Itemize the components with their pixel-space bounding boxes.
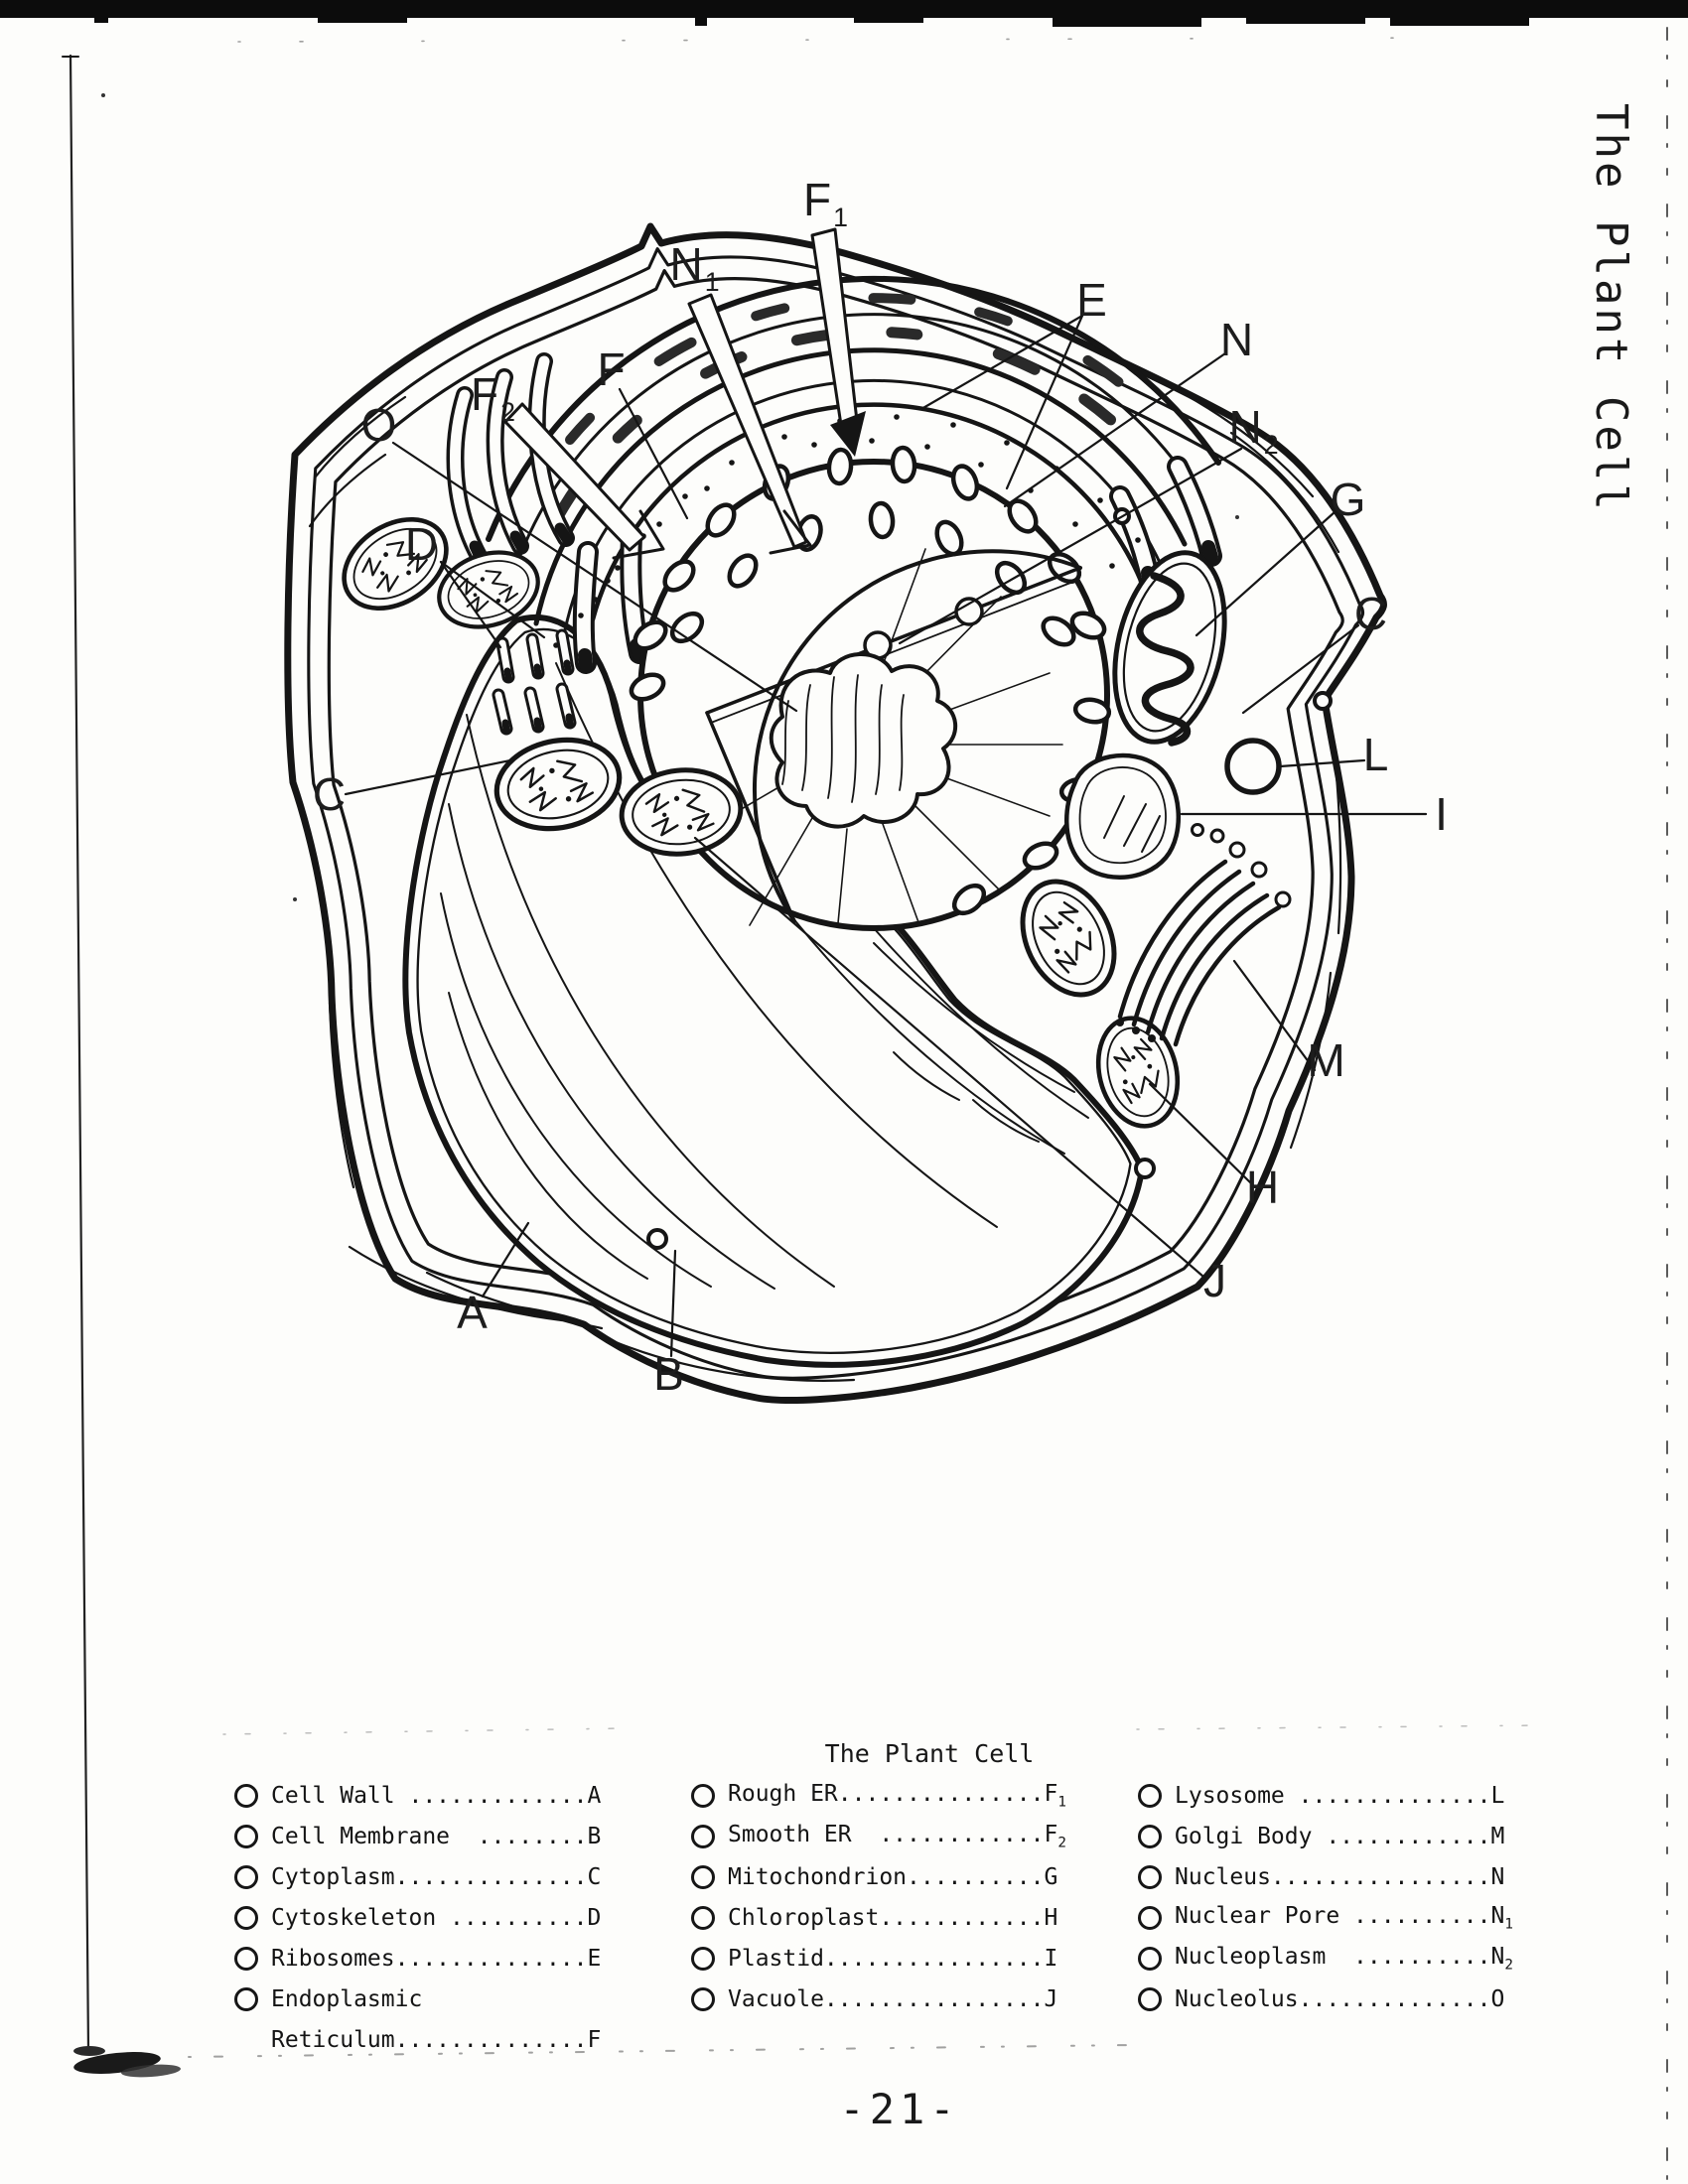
answer-circle-icon[interactable]: [1138, 1906, 1162, 1930]
label-d: D: [404, 518, 440, 570]
answer-circle-icon[interactable]: [1138, 1865, 1162, 1889]
label-o: O: [360, 399, 398, 451]
answer-circle-icon[interactable]: [234, 1865, 258, 1889]
label-n2: $N_2$: [1228, 400, 1280, 460]
answer-circle-icon[interactable]: [1138, 1987, 1162, 2011]
legend-item-nucleoplasm: Nucleoplasm $..........N_2$: [1138, 1938, 1513, 1979]
label-m: M: [1307, 1034, 1346, 1086]
answer-circle-icon[interactable]: [234, 1906, 258, 1930]
answer-circle-icon[interactable]: [691, 1784, 715, 1808]
mitochondrion: [1098, 542, 1242, 752]
page-side-title: The Plant Cell: [1586, 103, 1636, 513]
legend-item-cytoskeleton: Cytoskeleton ..........D: [234, 1897, 601, 1938]
legend-title: The Plant Cell: [824, 1739, 1035, 1768]
legend-column-2: [691, 1775, 1066, 2019]
label-l: L: [1362, 729, 1390, 780]
legend-item-endoplasmic-reticulum: Endoplasmic: [234, 1979, 601, 2019]
legend-item-cell-membrane: Cell Membrane ........B: [234, 1816, 601, 1856]
answer-circle-icon[interactable]: [691, 1865, 715, 1889]
legend-item-cytoplasm: Cytoplasm..............C: [234, 1856, 601, 1897]
label-f1: $F_1$: [803, 173, 849, 232]
label-n: N: [1219, 314, 1255, 365]
legend-item-lysosome: Lysosome ..............L: [1138, 1775, 1513, 1816]
legend-column-1: [234, 1775, 601, 2060]
answer-circle-icon[interactable]: [691, 1947, 715, 1971]
label-a: A: [457, 1287, 489, 1338]
label-e: E: [1076, 274, 1108, 326]
label-f2: $F_2$: [471, 367, 516, 427]
legend-item-endoplasmic-reticulum-line2: Reticulum..............F: [271, 2026, 602, 2053]
legend-item-rough-er: Rough $ER...............F_1$: [691, 1775, 1066, 1816]
pointer-f1: [812, 229, 857, 425]
answer-circle-icon[interactable]: [1138, 1784, 1162, 1808]
leader-h: [1150, 1084, 1251, 1183]
plastid: [1066, 755, 1179, 878]
answer-circle-icon[interactable]: [691, 1825, 715, 1848]
answer-circle-icon[interactable]: [1138, 1947, 1162, 1971]
label-c-left: C: [312, 768, 348, 820]
leader-l: [1280, 760, 1364, 766]
left-margin-line: [70, 56, 88, 2051]
ink-smudge: [72, 2046, 181, 2079]
label-h: H: [1245, 1161, 1281, 1213]
scan-speck-row: [238, 38, 1450, 42]
legend-item-nucleolus: Nucleolus..............O: [1138, 1979, 1513, 2019]
leader-m: [1234, 961, 1315, 1070]
label-b: B: [653, 1348, 685, 1400]
label-i: I: [1435, 788, 1449, 840]
answer-circle-icon[interactable]: [691, 1906, 715, 1930]
label-c-right: C: [1353, 588, 1389, 639]
answer-circle-icon[interactable]: [234, 1987, 258, 2011]
legend-item-vacuole: Vacuole................J: [691, 1979, 1066, 2019]
legend-item-golgi-body: Golgi Body ............M: [1138, 1816, 1513, 1856]
answer-circle-icon[interactable]: [234, 1784, 258, 1808]
lysosome: [1227, 741, 1279, 792]
legend-item-plastid: Plastid................I: [691, 1938, 1066, 1979]
legend-item-nuclear-pore: Nuclear Pore $..........N_1$: [1138, 1897, 1513, 1938]
answer-circle-icon[interactable]: [234, 1825, 258, 1848]
label-f: F: [597, 343, 627, 395]
legend-item-cell-wall: Cell Wall .............A: [234, 1775, 601, 1816]
legend-item-chloroplast: Chloroplast............H: [691, 1897, 1066, 1938]
label-g: G: [1330, 474, 1367, 525]
answer-circle-icon[interactable]: [691, 1987, 715, 2011]
legend-item-ribosomes: Ribosomes..............E: [234, 1938, 601, 1979]
legend-column-3: [1138, 1775, 1513, 2019]
label-n1: $N_1$: [669, 237, 721, 297]
answer-circle-icon[interactable]: [234, 1947, 258, 1971]
legend-item-nucleus: Nucleus................N: [1138, 1856, 1513, 1897]
legend-item-smooth-er: Smooth ER $............F_2$: [691, 1816, 1066, 1856]
page-number: -21-: [839, 2085, 960, 2133]
label-j: J: [1203, 1255, 1227, 1306]
legend-item-mitochondrion: Mitochondrion..........G: [691, 1856, 1066, 1897]
answer-circle-icon[interactable]: [1138, 1825, 1162, 1848]
